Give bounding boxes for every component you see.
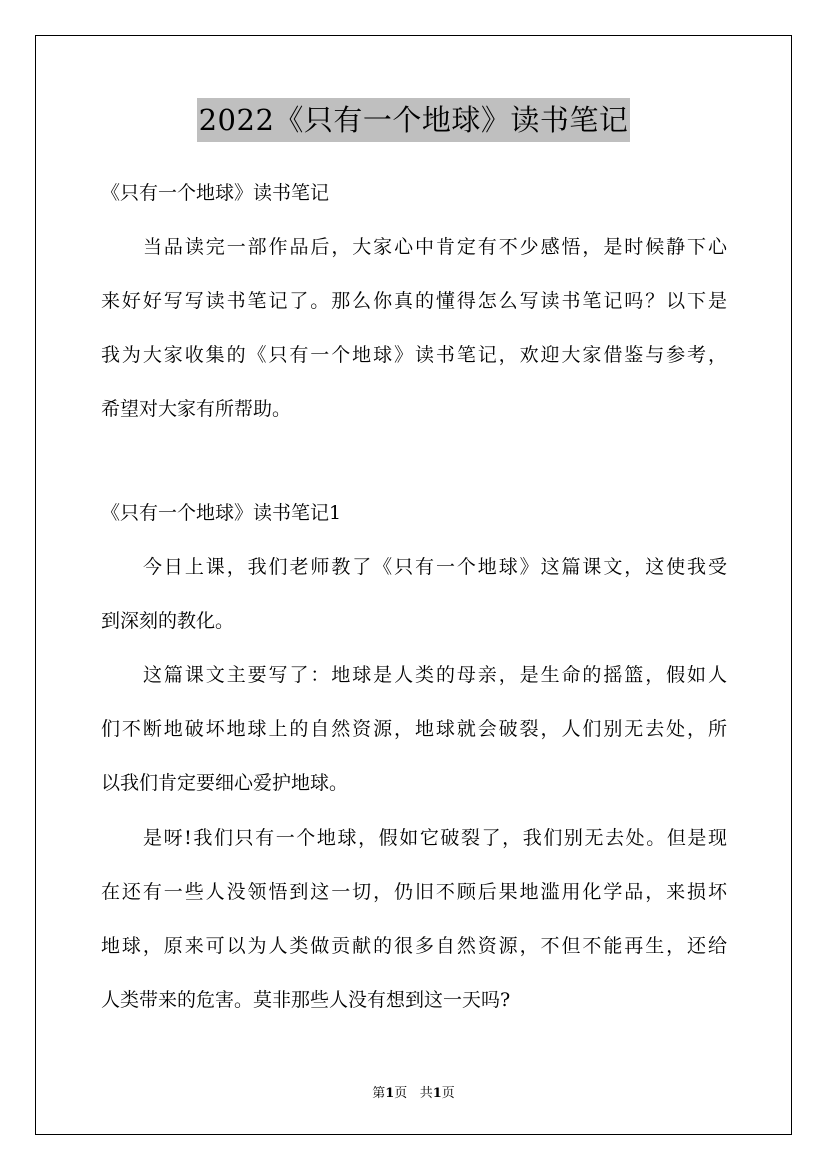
para2-line-2: 们不断地破坏地球上的自然资源，地球就会破裂，人们别无去处，所 <box>101 718 727 740</box>
page-footer <box>0 1082 827 1101</box>
para2-line-1: 这篇课文主要写了：地球是人类的母亲，是生命的摇篮，假如人 <box>143 664 727 686</box>
intro-line-4: 希望对大家有所帮助。 <box>101 398 292 420</box>
total-suffix: 页 <box>441 1086 455 1101</box>
para1-line-2: 到深刻的教化。 <box>101 610 235 632</box>
para2-line-3: 以我们肯定要细心爱护地球。 <box>101 772 349 794</box>
total-prefix: 共 <box>419 1086 433 1101</box>
intro-line-2: 来好好写写读书笔记了。那么你真的懂得怎么写读书笔记吗？以下是 <box>101 290 727 312</box>
para3-line-3: 地球，原来可以为人类做贡献的很多自然资源，不但不能再生，还给 <box>101 935 727 957</box>
page-suffix: 页 <box>394 1086 408 1101</box>
section-heading: 《只有一个地球》读书笔记1 <box>101 502 342 524</box>
document-body <box>101 172 727 1021</box>
para1-line-1: 今日上课，我们老师教了《只有一个地球》这篇课文，这使我受 <box>143 556 727 578</box>
para3-line-4: 人类带来的危害。莫非那些人没有想到这一天吗? <box>101 989 511 1011</box>
intro-line-3: 我为大家收集的《只有一个地球》读书笔记，欢迎大家借鉴与参考， <box>101 344 727 366</box>
document-title: 2022《只有一个地球》读书笔记 <box>197 98 631 142</box>
intro-line-1: 当品读完一部作品后，大家心中肯定有不少感悟，是时候静下心 <box>143 236 727 258</box>
title-container <box>0 98 827 142</box>
page-number: 1 <box>385 1086 395 1101</box>
para3-line-1: 是呀!我们只有一个地球，假如它破裂了，我们别无去处。但是现 <box>143 827 727 849</box>
total-number: 1 <box>432 1086 442 1101</box>
para3-line-2: 在还有一些人没领悟到这一切，仍旧不顾后果地滥用化学品，来损坏 <box>101 881 727 903</box>
document-subtitle: 《只有一个地球》读书笔记 <box>101 182 330 204</box>
page-prefix: 第 <box>372 1086 386 1101</box>
